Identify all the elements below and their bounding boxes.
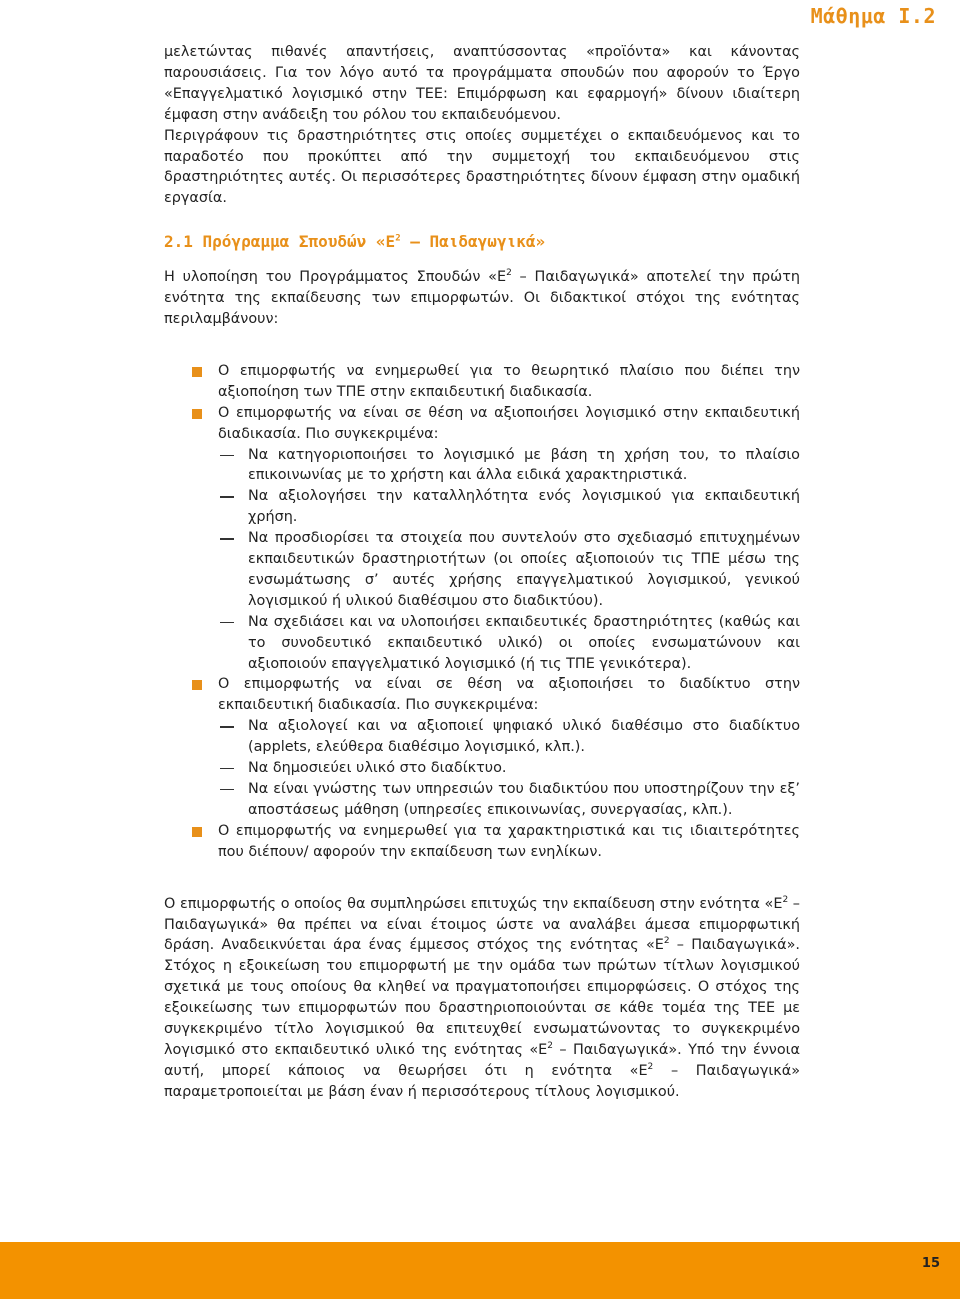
closing-superscript: 2 <box>663 936 670 947</box>
square-bullet-icon <box>192 409 202 419</box>
closing-superscript: 2 <box>782 894 789 905</box>
sub-item-text: Να αξιολογεί και να αξιοποιεί ψηφιακό υλικό διαθέσιμο στο διαδίκτυο (applets, ελεύθερα διαθέσιμο λογισμικό, κλπ.). <box>248 718 800 756</box>
square-bullet-icon <box>192 367 202 377</box>
bullet-text: Ο επιμορφωτής να είναι σε θέση να αξιοποιήσει λογισμικό στην εκπαιδευτική διαδικασία. Πιο συγκεκριμένα: <box>218 404 800 442</box>
objective-bullet <box>164 403 800 445</box>
objective-bullet <box>164 361 800 403</box>
section-superscript: 2 <box>506 268 512 279</box>
lesson-title: Μάθημα Ι.2 <box>810 4 936 28</box>
dash-icon <box>220 496 234 497</box>
objective-bullet <box>164 821 800 863</box>
page-number: 15 <box>921 1256 940 1271</box>
closing-paragraph <box>164 894 800 1103</box>
sub-item-text: Να προσδιορίσει τα στοιχεία που συντελούν στο σχεδιασμό επιτυχημένων εκπαιδευτικών δραστηριοτήτων (οι οποίες αξιοποιούν τις ΤΠΕ μέσω της ενσωμάτωσης σ’ αυτές χρήσης επαγγελματικού λογισμικού, γενικού λογισμικού ή υλικού διαθέσιμου στο διαδικτύου). <box>248 530 800 609</box>
square-bullet-icon <box>192 680 202 690</box>
bullet-text: Ο επιμορφωτής να ενημερωθεί για το θεωρητικό πλαίσιο που διέπει την αξιοποίηση των ΤΠΕ στην εκπαιδευτική διαδικασία. <box>218 362 800 400</box>
sub-item <box>164 758 800 779</box>
closing-text: – Παιδαγωγικά». Υπό την έννοια αυτή, μπορεί κάποιος να θεωρήσει ότι η ενότητα «Ε <box>164 1041 800 1079</box>
dash-icon <box>220 726 234 727</box>
section-heading <box>164 232 800 253</box>
closing-superscript: 2 <box>547 1041 553 1052</box>
sub-item <box>164 612 800 675</box>
page-content <box>164 42 800 1103</box>
sub-item-text: Να δημοσιεύει υλικό στο διαδίκτυο. <box>248 760 507 777</box>
heading-text: 2.1 Πρόγραμμα Σπουδών «Ε <box>164 232 396 252</box>
sub-item <box>164 445 800 487</box>
closing-text: – Παιδαγωγικά» παραμετροποιείται με βάση έναν ή περισσότερους τίτλους λογισμικού. <box>164 1062 800 1100</box>
footer-bar <box>0 1242 960 1299</box>
closing-text: Ο επιμορφωτής ο οποίος θα συμπληρώσει επιτυχώς την εκπαίδευση στην ενότητα «Ε <box>164 895 783 912</box>
dash-icon <box>220 622 234 623</box>
heading-text-end: – Παιδαγωγικά» <box>400 232 546 252</box>
closing-superscript: 2 <box>647 1062 654 1073</box>
square-bullet-icon <box>192 827 202 837</box>
sub-item <box>164 486 800 528</box>
bullet-text: Ο επιμορφωτής να ενημερωθεί για τα χαρακτηριστικά και τις ιδιαιτερότητες που διέπουν/ αφορούν την εκπαίδευση των ενηλίκων. <box>218 822 800 860</box>
sub-item-text: Να αξιολογήσει την καταλληλότητα ενός λογισμικού για εκπαιδευτική χρήση. <box>248 488 800 526</box>
sub-item-text: Να είναι γνώστης των υπηρεσιών του διαδικτύου που υποστηρίζουν την εξ’ αποστάσεως μάθηση (υπηρεσίες επικοινωνίας, συνεργασίας, κλπ.). <box>248 781 800 818</box>
section-text: Η υλοποίηση του Προγράμματος Σπουδών «Ε <box>164 269 507 286</box>
sub-item <box>164 528 800 612</box>
bullet-text: Ο επιμορφωτής να είναι σε θέση να αξιοποιήσει το διαδίκτυο στην εκπαιδευτική διαδικασία. Πιο συγκεκριμένα: <box>218 676 800 714</box>
closing-text: – Παιδαγωγικά». Στόχος η εξοικείωση του επιμορφωτή με την ομάδα των πρώτων τίτλων λογισμικού σχετικά με τους οποίους θα κληθεί να πραγματοποιήσει επιμορφώσεις. Ο στόχος της εξοικείωσης των επιμορφωτών που δραστηριοποιούνται σε κάθε τομέα της ΤΕΕ με συγκεκριμένο τίτλο λογισμικού θα επιτευχθεί ενσωματώνοντας το συγκεκριμένο λογισμικό στο εκπαιδευτικό υλικό της ενότητας «Ε <box>164 937 800 1058</box>
sub-item-text: Να κατηγοριοποιήσει το λογισμικό με βάση τη χρήση του, το πλαίσιο επικοινωνίας με το χρήστη και άλλα ειδικά χαρακτηριστικά. <box>248 446 800 484</box>
objective-bullet <box>164 674 800 716</box>
heading-superscript: 2 <box>395 233 401 244</box>
dash-icon <box>220 768 234 769</box>
sub-item <box>164 779 800 821</box>
dash-icon <box>220 789 234 790</box>
intro-paragraph: μελετώντας πιθανές απαντήσεις, αναπτύσσοντας «προϊόντα» και κάνοντας παρουσιάσεις. Για τον λόγο αυτό τα προγράμματα σπουδών που αφορούν το Έργο «Επαγγελματικό λογισμικό στην ΤΕΕ: Επιμόρφωση και εφαρμογή» δίνουν ιδιαίτερη έμφαση στην ανάδειξη του ρόλου του εκπαιδευόμενου. <box>164 44 800 123</box>
dash-icon <box>220 455 234 456</box>
section-intro-paragraph <box>164 267 800 330</box>
sub-item-text: Να σχεδιάσει και να υλοποιήσει εκπαιδευτικές δραστηριότητες (καθώς και το συνοδευτικό εκπαιδευτικό υλικό) οι οποίες ενσωματώνουν και αξιοποιούν επαγγελματικό λογισμικό (ή τις ΤΠΕ γενικότερα). <box>248 613 800 672</box>
sub-item <box>164 716 800 758</box>
intro-paragraph-2: Περιγράφουν τις δραστηριότητες στις οποίες συμμετέχει ο εκπαιδευόμενος και το παραδοτέο που προκύπτει από την συμμετοχή του εκπαιδευόμενου στις δραστηριότητες αυτές. Οι περισσότερες δραστηριότητες δίνουν έμφαση στην ομαδική εργασία. <box>164 127 800 207</box>
section-text-end: – Παιδαγωγικά» αποτελεί την πρώτη ενότητα της εκπαίδευσης των επιμορφωτών. Οι διδακτικοί στόχοι της ενότητας περιλαμβάνουν: <box>164 269 801 327</box>
closing-text: – Παιδαγωγικά» θα πρέπει να είναι έτοιμος ώστε να αναλάβει άμεσα επιμορφωτική δράση. Αναδεικνύεται άρα ένας έμμεσος στόχος της ενότητας «Ε <box>164 895 800 954</box>
dash-icon <box>220 538 234 539</box>
